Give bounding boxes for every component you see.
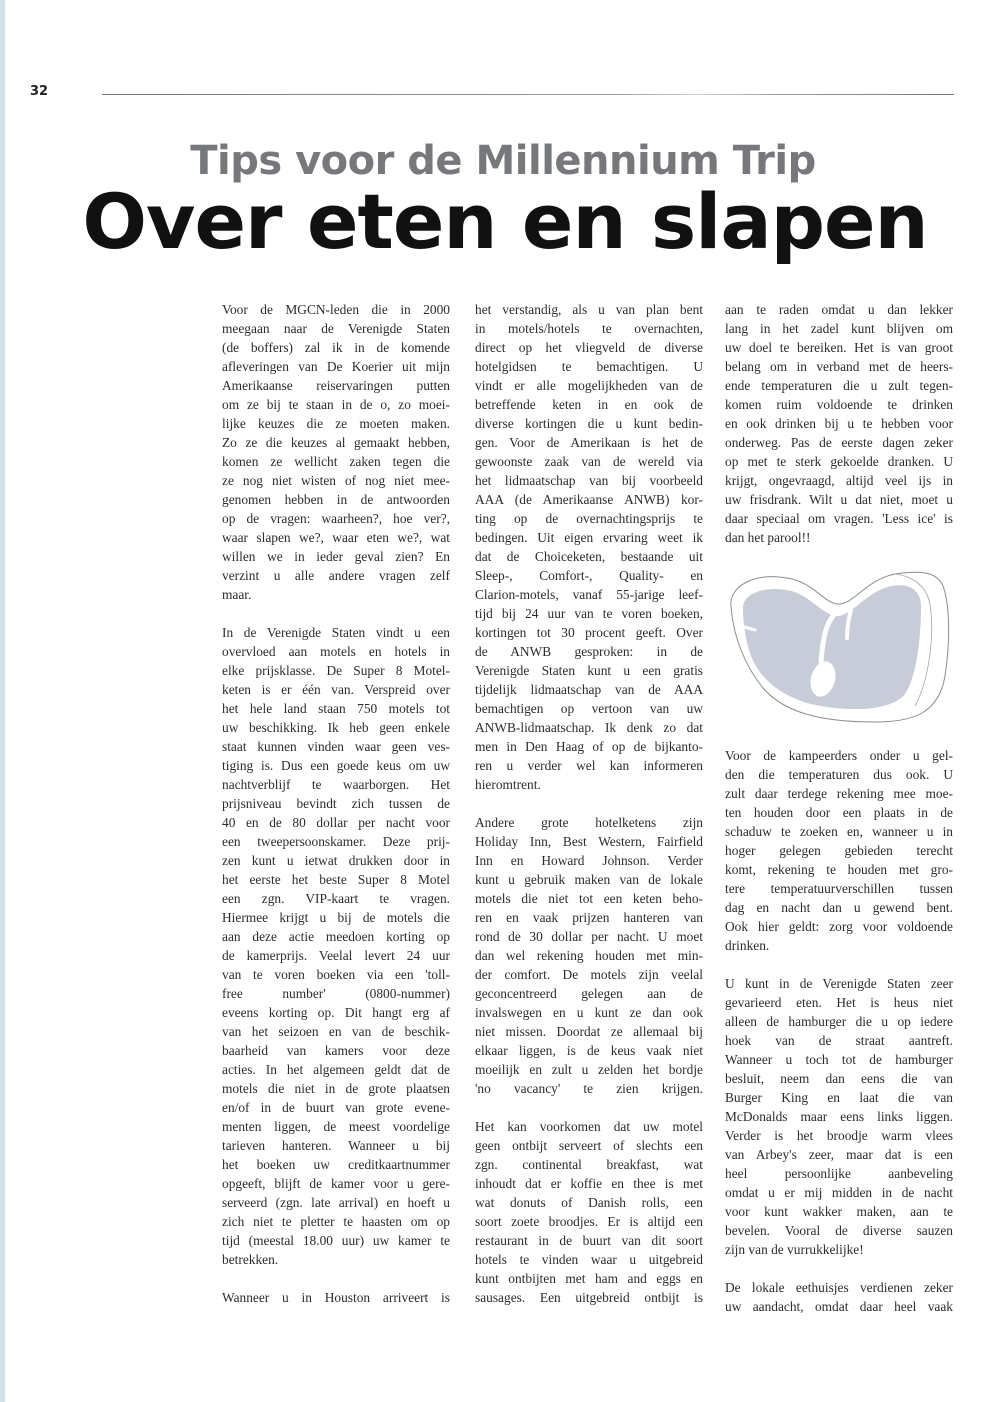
text-line: ende temperaturen die u zult tegen-	[725, 378, 953, 393]
text-line: tijd bij 24 uur van te voren boeken,	[475, 606, 703, 621]
text-line: gewoonste zaak van de wereld via	[475, 454, 703, 469]
text-line: direct op het vliegveld de diverse	[475, 340, 703, 355]
text-line: waar slapen we?, waar eten we?, wat	[222, 530, 450, 545]
text-line: betreffende keten in en ook de	[475, 397, 703, 412]
text-line: Het kan voorkomen dat uw motel	[475, 1119, 703, 1134]
paragraph	[725, 1278, 953, 1316]
text-line: Zo ze die keuzes al gemaakt hebben,	[222, 435, 450, 450]
text-line: omdat u er mij midden in de nacht	[725, 1185, 953, 1200]
text-line: zich niet te pletter te haasten om op	[222, 1214, 450, 1229]
text-line: Voor de kampeerders onder u gel-	[725, 748, 953, 763]
text-line: hoger gelegen gebieden terecht	[725, 843, 953, 858]
paragraph	[222, 623, 450, 1269]
text-line: een tweepersoonskamer. Deze prij-	[222, 834, 450, 849]
text-line: motels die niet in de grote plaatsen	[222, 1081, 450, 1096]
text-line: voor kunt wakker maken, aan te	[725, 1204, 953, 1219]
text-line: komen ruim voldoende te drinken	[725, 397, 953, 412]
text-line: ten houden door een plaats in de	[725, 805, 953, 820]
text-line: menten liggen, de meest voordelige	[222, 1119, 450, 1134]
text-line: elke prijsklasse. De Super 8 Motel-	[222, 663, 450, 678]
header-rule	[102, 94, 954, 95]
text-line: aan deze actie meedoen korting op	[222, 929, 450, 944]
text-line: Wanneer u in Houston arriveert is	[222, 1290, 450, 1305]
text-line: opgeeft, blijft de kamer voor u gere-	[222, 1176, 450, 1191]
text-line: sausages. Een uitgebreid ontbijt is	[475, 1290, 703, 1305]
text-line: Ook hier geldt: zorg voor voldoende	[725, 919, 953, 934]
text-column-3	[725, 300, 953, 1335]
text-line: Holiday Inn, Best Western, Fairfield	[475, 834, 703, 849]
steak-icon	[725, 566, 953, 736]
text-line: der comfort. De motels zijn veelal	[475, 967, 703, 982]
paragraph	[475, 300, 703, 794]
text-line: (de boffers) zal ik in de komende	[222, 340, 450, 355]
article-title: Over eten en slapen	[82, 177, 928, 266]
text-line: genomen hebben in de antwoorden	[222, 492, 450, 507]
text-line: zgn. continental breakfast, wat	[475, 1157, 703, 1172]
text-line: van Arbey's zeer, maar dat is een	[725, 1147, 953, 1162]
text-line: op de vragen: waarheen?, hoe ver?,	[222, 511, 450, 526]
text-line: U kunt in de Verenigde Staten zeer	[725, 976, 953, 991]
text-line: inhoudt dat er koffie en thee is met	[475, 1176, 703, 1191]
text-line: geen ontbijt serveert of slechts een	[475, 1138, 703, 1153]
text-line: uw beschikking. Ik heb geen enkele	[222, 720, 450, 735]
text-line: het hele land staan 750 motels tot	[222, 701, 450, 716]
text-line: Andere grote hotelketens zijn	[475, 815, 703, 830]
text-line: acties. In het algemeen geldt dat de	[222, 1062, 450, 1077]
text-line: wat donuts of Danish rolls, een	[475, 1195, 703, 1210]
paragraph	[222, 1288, 450, 1307]
text-line: vindt er alle mogelijkheden van de	[475, 378, 703, 393]
text-line: en/of in de buurt van grote evene-	[222, 1100, 450, 1115]
text-line: Verder is het broodje warm vlees	[725, 1128, 953, 1143]
paragraph	[475, 813, 703, 1098]
text-line: aan te raden omdat u dan lekker	[725, 302, 953, 317]
text-line: dan het parool!!	[725, 530, 811, 545]
text-line: serveerd (zgn. late arrival) en hoeft u	[222, 1195, 450, 1210]
text-line: nachtverblijf te waarborgen. Het	[222, 777, 450, 792]
text-line: alleen de hamburger die u op iedere	[725, 1014, 953, 1029]
text-line: zen kunt u ietwat drukken door in	[222, 853, 450, 868]
text-line: soort zoete broodjes. Er is altijd een	[475, 1214, 703, 1229]
text-line: het lidmaatschap van bij voorbeeld	[475, 473, 703, 488]
text-line: de kamerprijs. Veelal levert 24 uur	[222, 948, 450, 963]
text-line: uw doel te bereiken. Het is van groot	[725, 340, 953, 355]
page-number: 32	[30, 84, 49, 99]
steak-meat	[743, 585, 921, 709]
text-line: eveens korting op. Dit hangt erg af	[222, 1005, 450, 1020]
text-line: van te voren boeken via een 'toll-	[222, 967, 450, 982]
text-column-2	[475, 300, 703, 1326]
text-line: hoek van de straat aantreft.	[725, 1033, 953, 1048]
text-line: maar.	[222, 587, 252, 602]
text-line: ting op de overnachtingsprijs te	[475, 511, 703, 526]
paragraph	[222, 300, 450, 604]
text-line: willen we in ieder geval zien? En	[222, 549, 450, 564]
text-line: diverse kortingen die u kunt bedin-	[475, 416, 703, 431]
column-3-upper-text	[725, 300, 953, 547]
text-line: betrekken.	[222, 1252, 279, 1267]
text-line: ANWB-lidmaatschap. Ik denk zo dat	[475, 720, 703, 735]
text-line: daar speciaal om vragen. 'Less ice' is	[725, 511, 953, 526]
text-line: AAA (de Amerikaanse ANWB) kor-	[475, 492, 703, 507]
text-line: Clarion-motels, vanaf 55-jarige leef-	[475, 587, 703, 602]
text-line: dat de Choiceketen, bestaande uit	[475, 549, 703, 564]
text-line: bedingen. Uit eigen ervaring weet ik	[475, 530, 703, 545]
steak-illustration	[725, 566, 953, 736]
text-line: dan wel rekening houden met min-	[475, 948, 703, 963]
text-line: verzint u alle andere vragen zelf	[222, 568, 450, 583]
text-line: tijd (meestal 18.00 uur) uw kamer te	[222, 1233, 450, 1248]
text-line: gen. Voor de Amerikaan is het de	[475, 435, 703, 450]
text-line: zijn van de vurrukkelijke!	[725, 1242, 864, 1257]
text-line: lang in het zadel kunt blijven om	[725, 321, 953, 336]
text-line: gevarieerd eten. Het is heus niet	[725, 995, 953, 1010]
text-line: den die temperaturen dus ook. U	[725, 767, 953, 782]
text-line: bemachtigen op vertoon van uw	[475, 701, 703, 716]
text-line: kortingen tot 30 procent geeft. Over	[475, 625, 703, 640]
paragraph	[725, 300, 953, 547]
text-line: tarieven hanteren. Wanneer u bij	[222, 1138, 450, 1153]
text-line: 'no vacancy' te zien krijgen.	[475, 1081, 703, 1096]
text-line: overvloed aan motels en hotels in	[222, 644, 450, 659]
text-line: free number' (0800-nummer)	[222, 986, 450, 1001]
text-line: keten is er één van. Verspreid over	[222, 682, 450, 697]
text-line: moeilijk en zult u zelden het bordje	[475, 1062, 703, 1077]
text-line: hotelgidsen te bemachtigen. U	[475, 359, 703, 374]
text-line: drinken.	[725, 938, 770, 953]
column-3-lower-text	[725, 746, 953, 1316]
text-line: schaduw te zoeken en, wanneer u in	[725, 824, 953, 839]
text-line: meegaan naar de Verenigde Staten	[222, 321, 450, 336]
paragraph	[725, 746, 953, 955]
text-column-1	[222, 300, 450, 1326]
text-line: motels die niet tot een keten beho-	[475, 891, 703, 906]
text-line: heel persoonlijke aanbeveling	[725, 1166, 953, 1181]
text-line: geconcentreerd gelegen aan de	[475, 986, 703, 1001]
text-line: en ook drinken bij u te hebben voor	[725, 416, 953, 431]
article-subtitle: Tips voor de Millennium Trip	[190, 138, 816, 184]
text-line: invalswegen en u kunt ze dan ook	[475, 1005, 703, 1020]
text-line: Voor de MGCN-leden die in 2000	[222, 302, 450, 317]
text-line: In de Verenigde Staten vindt u een	[222, 625, 450, 640]
text-line: op met te sterk gekoelde dranken. U	[725, 454, 953, 469]
text-line: een zgn. VIP-kaart te vragen.	[222, 891, 450, 906]
text-line: het boeken uw creditkaartnummer	[222, 1157, 450, 1172]
text-line: baarheid van kamers voor deze	[222, 1043, 450, 1058]
text-line: Verenigde Staten kunt u een gratis	[475, 663, 703, 678]
text-line: bevelen. Vooral de diverse sauzen	[725, 1223, 953, 1238]
text-line: men in Den Haag of op de bijkanto-	[475, 739, 703, 754]
text-line: kunt u gebruik maken van de lokale	[475, 872, 703, 887]
text-line: onderweg. Pas de eerste dagen zeker	[725, 435, 953, 450]
text-line: McDonalds maar eens links liggen.	[725, 1109, 953, 1124]
text-line: Burger King en laat die van	[725, 1090, 953, 1105]
text-line: tiging is. Dus een goede keus om uw	[222, 758, 450, 773]
text-line: om ze bij te staan in de o, zo moei-	[222, 397, 450, 412]
text-line: elkaar liggen, is de keus vaak niet	[475, 1043, 703, 1058]
text-line: uw aandacht, omdat daar heel vaak	[725, 1299, 953, 1314]
text-line: ren en vaak prijzen hanteren van	[475, 910, 703, 925]
text-line: tijdelijk lidmaatschap van de AAA	[475, 682, 703, 697]
text-line: De lokale eethuisjes verdienen zeker	[725, 1280, 953, 1295]
text-line: het eerste het beste Super 8 Motel	[222, 872, 450, 887]
text-line: Sleep-, Comfort-, Quality- en	[475, 568, 703, 583]
text-line: Hiermee krijgt u bij de motels die	[222, 910, 450, 925]
paragraph	[475, 1117, 703, 1307]
text-line: het verstandig, als u van plan bent	[475, 302, 703, 317]
text-line: staat kunnen vinden waar geen ves-	[222, 739, 450, 754]
text-line: restaurant in de buurt van dit soort	[475, 1233, 703, 1248]
text-line: zult daar terdege rekening mee moe-	[725, 786, 953, 801]
text-line: krijgt, ongevraagd, altijd veel ijs in	[725, 473, 953, 488]
text-line: hieromtrent.	[475, 777, 541, 792]
text-line: besluit, neem dan eens die van	[725, 1071, 953, 1086]
text-line: prijsniveau bevindt zich tussen de	[222, 796, 450, 811]
text-line: van het seizoen en van de beschik-	[222, 1024, 450, 1039]
text-line: komen ze wellicht zaken tegen die	[222, 454, 450, 469]
paragraph	[725, 974, 953, 1259]
text-line: tere temperatuurverschillen tussen	[725, 881, 953, 896]
text-line: hotels te vinden waar u uitgebreid	[475, 1252, 703, 1267]
text-line: uw frisdrank. Wilt u dat niet, moet u	[725, 492, 953, 507]
text-line: lijke keuzes die ze moeten maken.	[222, 416, 450, 431]
text-line: in motels/hotels te overnachten,	[475, 321, 703, 336]
text-line: Amerikaanse reiservaringen putten	[222, 378, 450, 393]
text-line: belang om in verband met de heers-	[725, 359, 953, 374]
text-line: niet missen. Doordat ze allemaal bij	[475, 1024, 703, 1039]
text-line: komt, rekening te houden met gro-	[725, 862, 953, 877]
text-line: de ANWB gesproken: in de	[475, 644, 703, 659]
text-line: 40 en de 80 dollar per nacht voor	[222, 815, 450, 830]
text-line: dag en nacht dan u gewend bent.	[725, 900, 953, 915]
text-line: afleveringen van De Koerier uit mijn	[222, 359, 450, 374]
text-line: rond de 30 dollar per nacht. U moet	[475, 929, 703, 944]
text-line: Inn en Howard Johnson. Verder	[475, 853, 703, 868]
text-line: ze nog niet wisten of nog niet mee-	[222, 473, 450, 488]
text-line: Wanneer u toch tot de hamburger	[725, 1052, 953, 1067]
text-line: kunt ontbijten met ham and eggs en	[475, 1271, 703, 1286]
text-line: ren u verder wel kan informeren	[475, 758, 703, 773]
